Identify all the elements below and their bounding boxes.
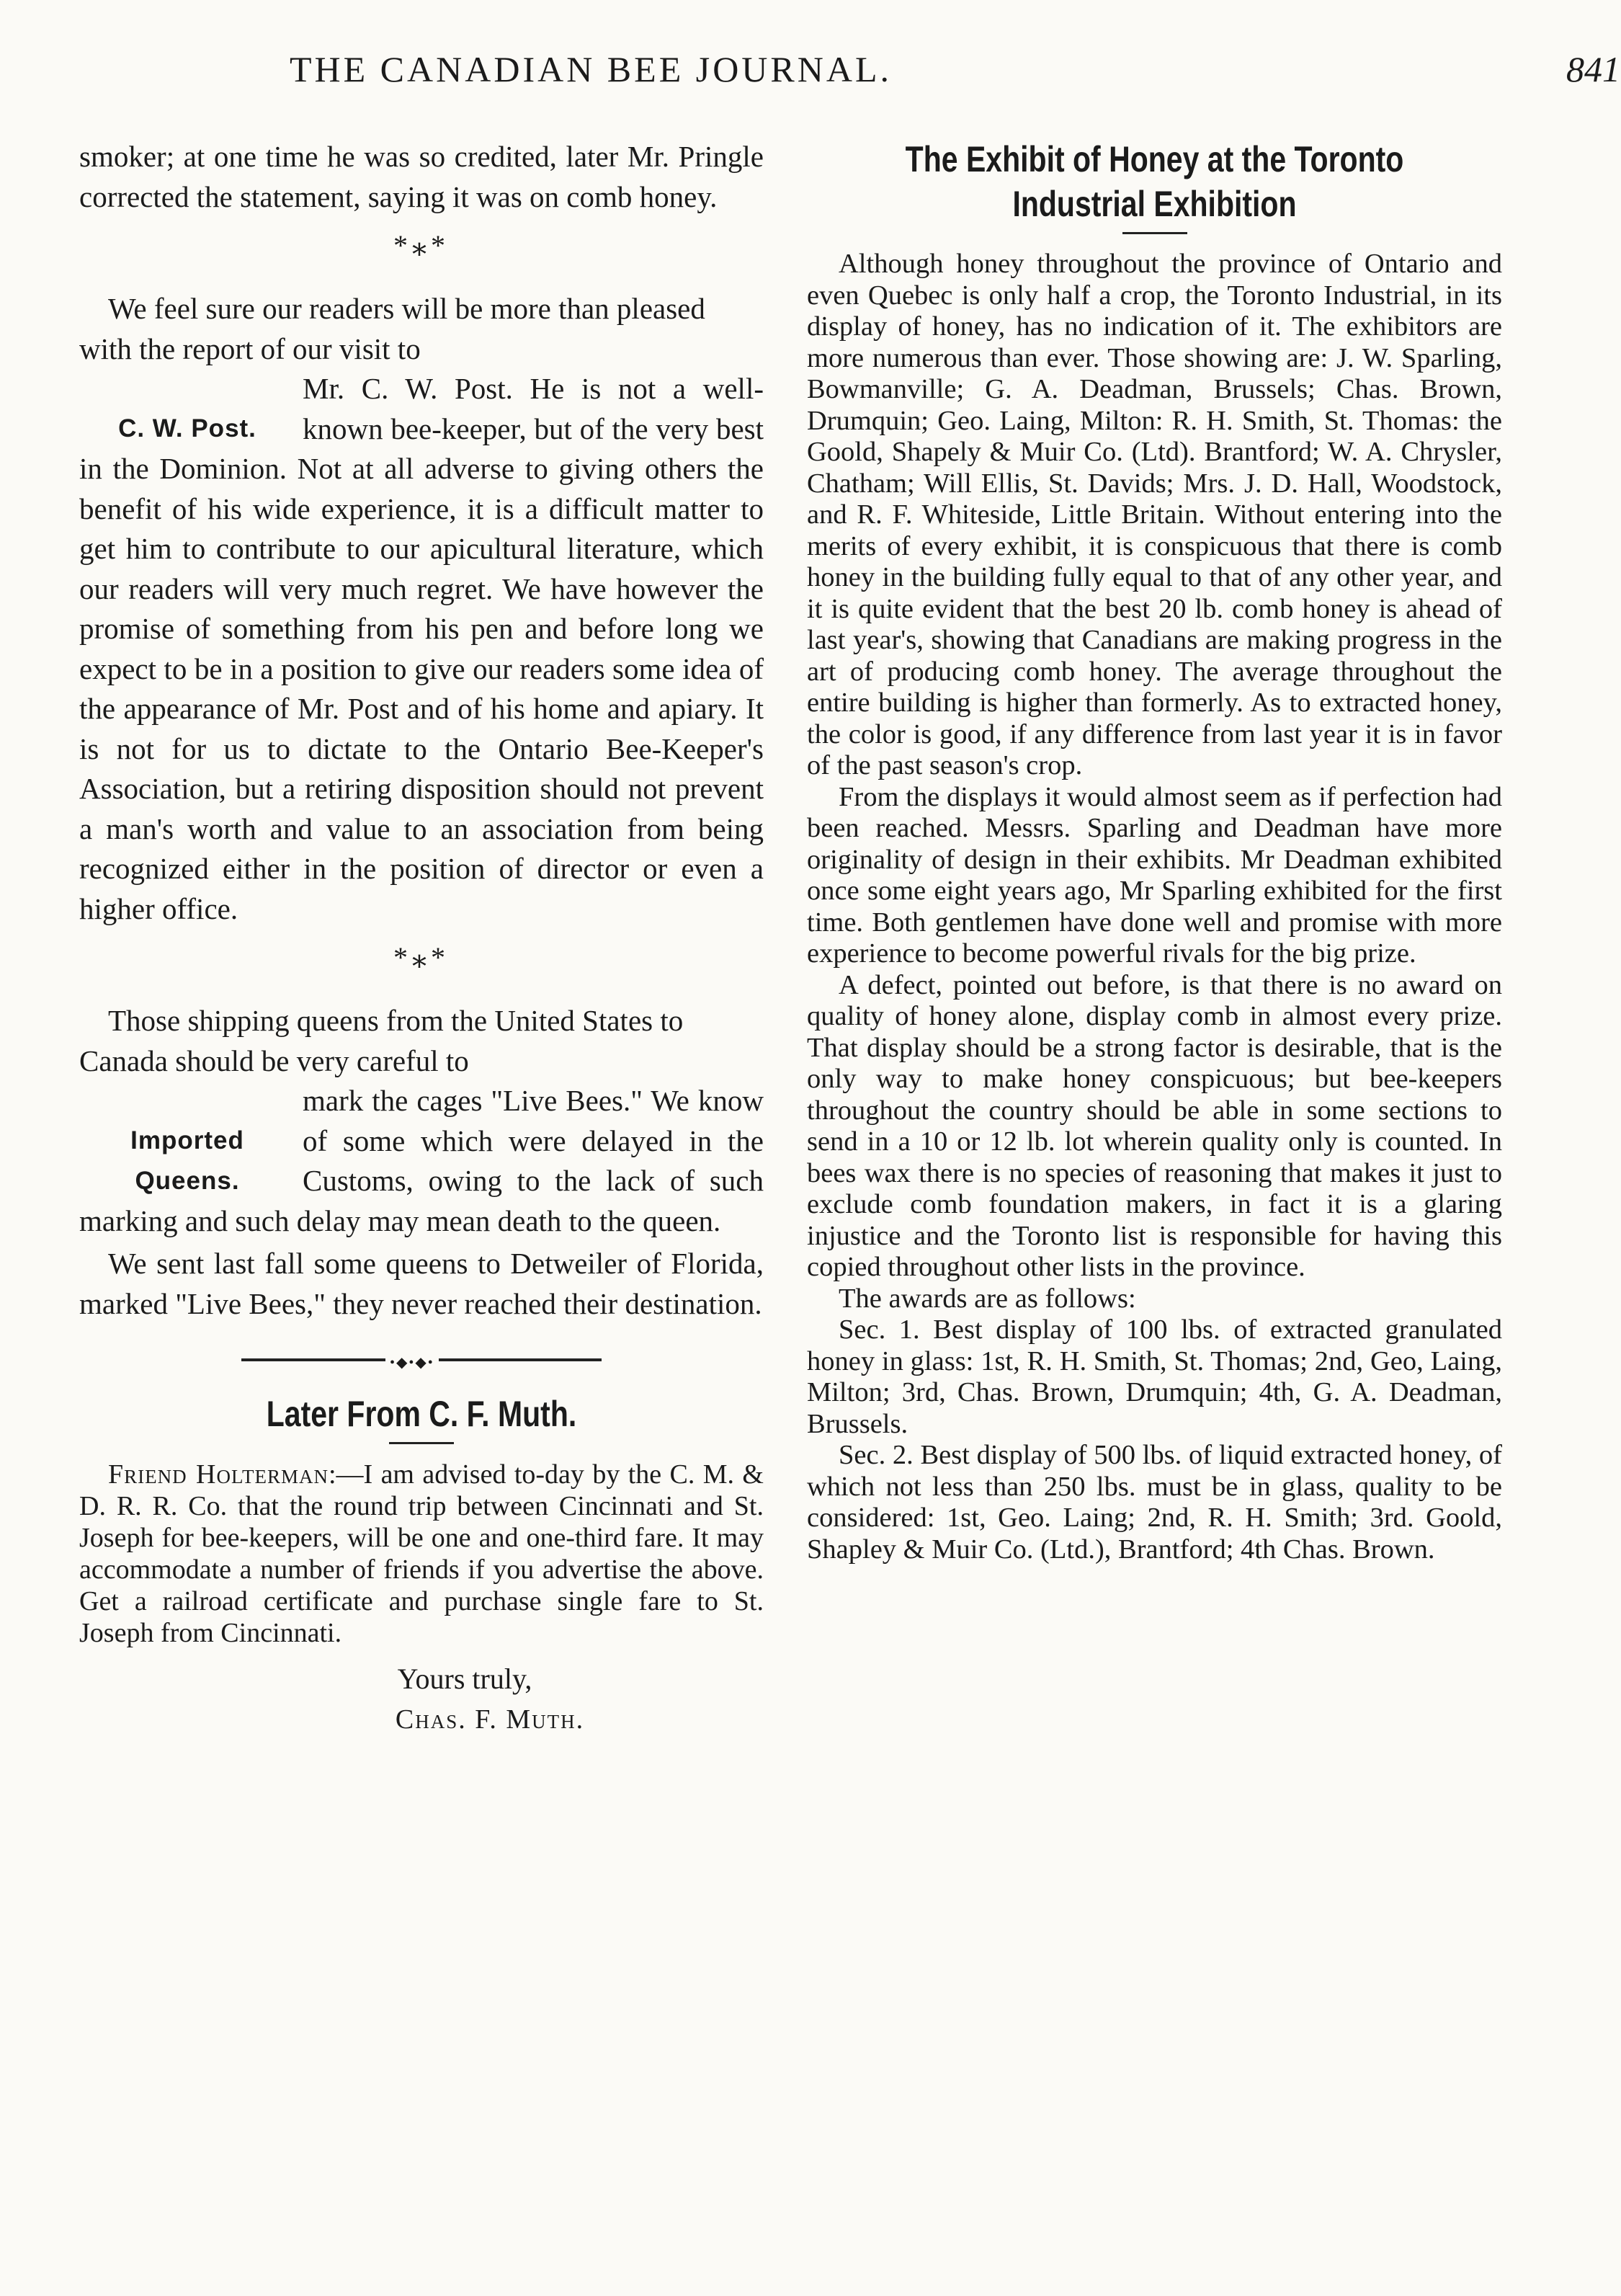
letter-closing: Yours truly,: [397, 1663, 532, 1695]
letter-signature: Chas. F. Muth.: [395, 1704, 585, 1735]
letter-salutation: Friend Holterman: [108, 1459, 329, 1490]
page-header: [0, 48, 1621, 105]
letter-body: :—I am advised to-day by the C. M. & D. R. R. Co. that the round trip between Cincinnati and St. Joseph for bee-keepers, will be one and one-third fare. It may accommodate a number of friends if you advertise the above. Get a railroad certificate and purchase single fare to St. Joseph from Cincinnati.: [79, 1459, 764, 1648]
heading-underline-right: [1122, 232, 1187, 234]
exhibit-paragraph-1: Although honey throughout the province of Ontario and even Quebec is only half a crop, the Toronto Industrial, in its display of honey, has no indication of it. The exhibitors are more numerous than ever. Those showing are: J. W. Sparling, Bowmanville; G. A. Deadman, Brussels; Chas. Brown, Drumquin; Geo. Laing, Milton: R. H. Smith, St. Thomas: the Goold, Shapely & Muir Co. (Ltd). Brantford; W. A. Chrysler, Chatham; Will Ellis, St. Davids; Mrs. J. D. Hall, Woodstock, and R. F. Whiteside, Little Britain. Without entering into the merits of every exhibit, it is conspicuous that there is comb honey in the building fully equal to that of any other year, and it is quite evident that the best 20 lb. comb honey is ahead of last year's, showing that Canadians are making progress in the art of producing comb honey. The average throughout the entire building is higher than formerly. As to extracted honey, the color is good, if any difference from last year it is in favor of the past season's crop.: [807, 249, 1502, 780]
paragraph-smoker: smoker; at one time he was so credited, later Mr. Pringle corrected the statement, saying it was on comb honey.: [79, 140, 764, 213]
paragraph-florida: We sent last fall some queens to Detweiler of Florida, marked "Live Bees," they never reached their destination.: [79, 1247, 764, 1320]
page-number: 841: [1566, 49, 1620, 89]
heading-underline: [389, 1442, 454, 1444]
sidenote-queens: Queens.: [135, 1166, 240, 1195]
post-paragraph-lead: We feel sure our readers will be more than pleased with the report of our visit to: [79, 292, 705, 365]
queens-paragraph-body: mark the cages "Live Bees." We know of some which were delayed in the Customs, owing to the lack of such marking and such delay may mean death to the queen.: [79, 1084, 764, 1237]
left-column: [79, 137, 764, 1740]
awards-intro: The awards are as follows:: [839, 1283, 1136, 1314]
exhibit-paragraph-2: From the displays it would almost seem as if perfection had been reached. Messrs. Sparling and Deadman have more originality of design in their exhibits. Mr Deadman exhibited once some eight years ago, Mr Sparling exhibited for the first time. Both gentlemen have done well and promise with more experience to become powerful rivals for the big prize.: [807, 781, 1502, 969]
award-section-2: Sec. 2. Best display of 500 lbs. of liquid extracted honey, of which not less than 250 lbs. must be in glass, quality to be considered: 1st, Geo. Laing; 2nd, R. H. Smith; 3rd. Goold, Shapley & Muir Co. (Ltd.), Brantford; 4th Chas. Brown.: [807, 1440, 1502, 1565]
exhibit-paragraph-3: A defect, pointed out before, is that there is no award on quality of honey alone, display comb in almost every prize. That display should be a strong factor is desirable, that is the only way to make honey conspicuous; but bee-keepers throughout the country should be able in some sections to send in a 10 or 12 lb. lot wherein quality only is counted. In bees wax there is no species of reasoning that makes it just to exclude comb foundation makers, in fact it is a glaring injustice and the Toronto list is responsible for having this copied throughout other lists in the province.: [807, 969, 1502, 1282]
post-paragraph: [79, 289, 764, 929]
queens-paragraph: [79, 1001, 764, 1241]
ornamental-rule: •◆•◆•: [241, 1358, 602, 1361]
award-section-1: Sec. 1. Best display of 100 lbs. of extracted granulated honey in glass: 1st, R. H. Smith, St. Thomas; 2nd, Geo, Laing, Milton; 3rd, Chas. Brown, Drumquin; 4th, G. A. Deadman, Brussels.: [807, 1314, 1502, 1439]
queens-paragraph-lead: Those shipping queens from the United States to Canada should be very careful to: [79, 1004, 684, 1077]
muth-letter: [79, 1459, 764, 1649]
asterism-divider-2: *⁎*: [393, 941, 450, 974]
post-paragraph-body: Mr. C. W. Post. He is not a well-known bee-keeper, but of the very best in the Dominion. Not at all adverse to giving others the benefit of his wide experience, it is a difficult matter to get him to contribute to our apicultural literature, which our readers will very much regret. We have however the promise of something from his pen and before long we expect to be in a position to give our readers some idea of the appearance of Mr. Post and of his home and apiary. It is not for us to dictate to the Ontario Bee-Keeper's Association, but a retiring disposition should not prevent a man's worth and value to an association from being recognized either in the position of director or even a higher office.: [79, 372, 764, 925]
sidenote-imported-queens: [79, 1121, 295, 1201]
asterism-divider: *⁎*: [393, 229, 450, 262]
right-column: [807, 137, 1502, 1565]
exhibit-heading: The Exhibit of Honey at the Toronto Industrial Exhibition: [905, 139, 1404, 224]
sidenote-imported: Imported: [130, 1126, 244, 1154]
running-title: THE CANADIAN BEE JOURNAL.: [289, 49, 893, 89]
sidenote-cw-post: C. W. Post.: [118, 414, 256, 442]
muth-heading: Later From C. F. Muth.: [266, 1394, 577, 1434]
